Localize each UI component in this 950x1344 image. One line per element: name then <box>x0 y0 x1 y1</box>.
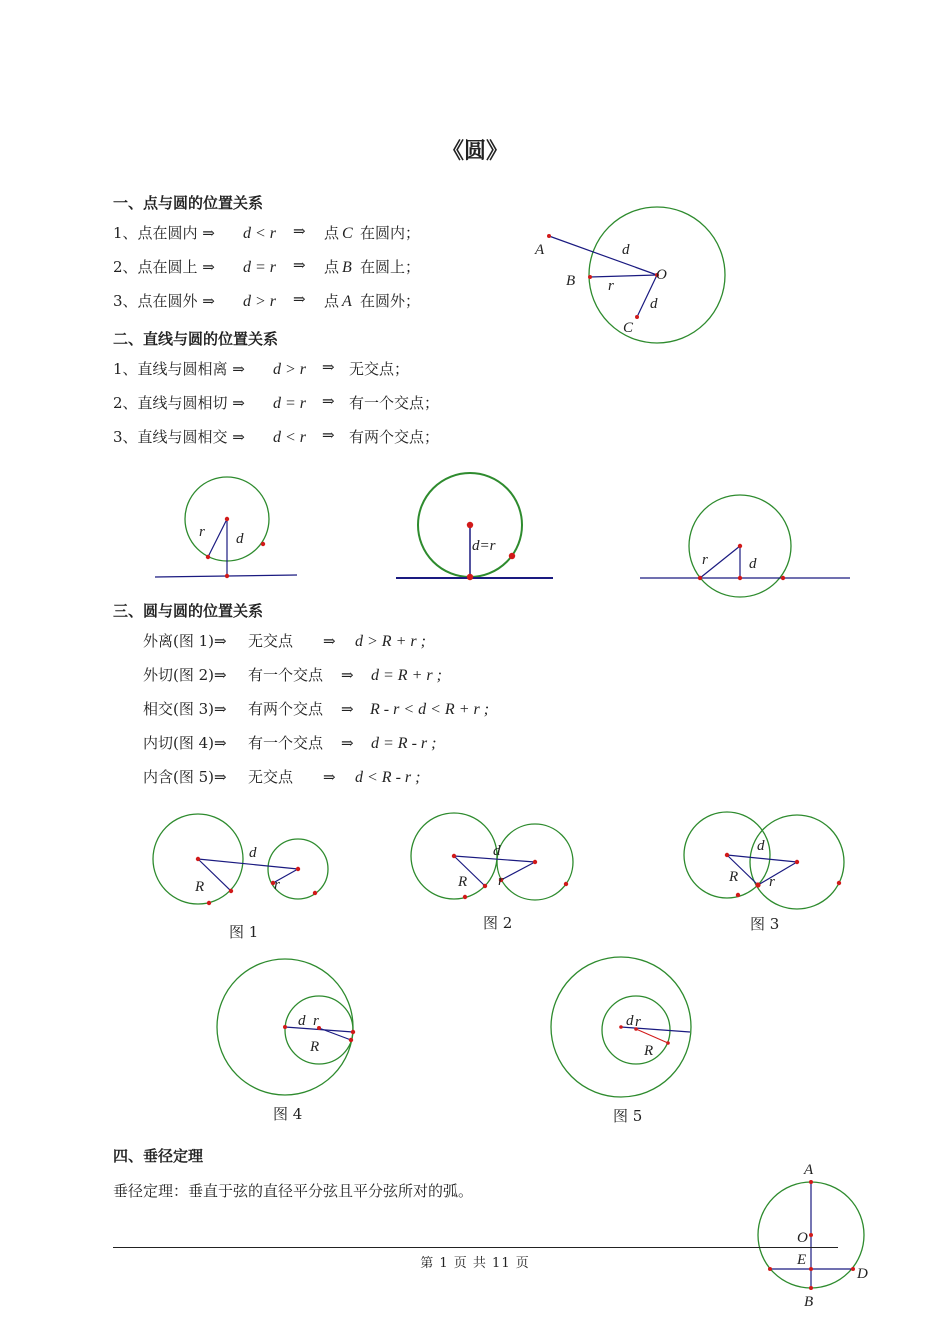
fig1-label-O: O <box>656 267 667 283</box>
fig4-label-E: E <box>797 1252 807 1268</box>
s2-line2-arrow: ⇒ <box>322 392 335 410</box>
s2-line3-formula: d < r <box>273 429 307 446</box>
fig4-label-D: D <box>857 1266 868 1282</box>
s3-line3-prefix: 相交(图 3)⇒ <box>143 700 227 718</box>
s1-line1-prefix: 1、点在圆内 ⇒ <box>113 224 215 242</box>
s2-line1-suffix: 无交点； <box>349 360 410 378</box>
s3-line4-formula: d = R - r ; <box>371 735 437 752</box>
fig4-label-A: A <box>804 1162 814 1178</box>
s3-line2-middle: 有一个交点 <box>248 666 324 684</box>
s2-line3-arrow: ⇒ <box>322 426 335 444</box>
caption-fig1: 图 1 <box>229 923 259 941</box>
fig3-5-label-r: r <box>635 1014 641 1030</box>
fig1-label-r: r <box>608 278 614 294</box>
fig3-2-label-R: R <box>458 874 468 890</box>
s1-line1-suffix-a: 点 <box>324 224 340 242</box>
s2-line3-prefix: 3、直线与圆相交 ⇒ <box>113 428 245 446</box>
s3-line5-middle: 无交点 <box>248 768 294 786</box>
s3-line4-arrow: ⇒ <box>341 734 354 752</box>
s1-line3-point: A <box>342 293 352 310</box>
s1-line3-formula: d > r <box>243 293 277 310</box>
s3-line5-prefix: 内含(图 5)⇒ <box>143 768 227 786</box>
fig3-3-label-R: R <box>729 869 739 885</box>
fig3-4-label-d: d <box>298 1013 306 1029</box>
s1-line2-suffix-b: 在圆上； <box>360 258 421 276</box>
s1-line1-formula: d < r <box>243 225 277 242</box>
section-heading-perpendicular-diameter: 四、垂径定理 <box>113 1147 204 1165</box>
fig1-label-B: B <box>566 273 576 289</box>
fig3-3-label-d: d <box>757 838 765 854</box>
fig3-2-label-r: r <box>498 873 504 889</box>
s3-line3-middle: 有两个交点 <box>248 700 324 718</box>
s1-line3-prefix: 3、点在圆外 ⇒ <box>113 292 215 310</box>
fig4-label-B: B <box>804 1294 814 1310</box>
fig3-1-label-d: d <box>249 845 257 861</box>
s2-line1-formula: d > r <box>273 361 307 378</box>
s3-line1-formula: d > R + r ; <box>355 633 426 650</box>
section-heading-line-circle: 二、直线与圆的位置关系 <box>113 330 279 348</box>
s2-line3-suffix: 有两个交点； <box>349 428 440 446</box>
s1-line1-suffix-b: 在圆内； <box>360 224 421 242</box>
s1-line2-formula: d = r <box>243 259 277 276</box>
caption-fig4: 图 4 <box>273 1105 303 1123</box>
s3-line4-prefix: 内切(图 4)⇒ <box>143 734 227 752</box>
s1-line2-point: B <box>342 259 352 276</box>
s1-line2-suffix-a: 点 <box>324 258 340 276</box>
s2-line2-prefix: 2、直线与圆相切 ⇒ <box>113 394 245 412</box>
s3-line1-arrow: ⇒ <box>323 632 336 650</box>
fig2c-label-d: d <box>749 556 757 572</box>
fig3-1-label-R: R <box>195 879 205 895</box>
footer-rule <box>113 1247 838 1248</box>
theorem-text: 垂径定理：垂直于弦的直径平分弦且平分弦所对的弧。 <box>113 1182 474 1200</box>
page-title: 《圆》 <box>441 138 508 164</box>
s1-line3-suffix-b: 在圆外； <box>360 292 421 310</box>
section-heading-point-circle: 一、点与圆的位置关系 <box>113 194 264 212</box>
fig1-label-A: A <box>535 242 545 258</box>
s1-line2-prefix: 2、点在圆上 ⇒ <box>113 258 215 276</box>
fig1-label-C: C <box>623 320 634 336</box>
s3-line1-prefix: 外离(图 1)⇒ <box>143 632 227 650</box>
s1-line1-arrow: ⇒ <box>293 222 306 240</box>
caption-fig2: 图 2 <box>483 914 513 932</box>
fig3-5-label-R: R <box>644 1043 654 1059</box>
caption-fig5: 图 5 <box>613 1107 643 1125</box>
section-heading-circle-circle: 三、圆与圆的位置关系 <box>113 602 264 620</box>
s3-line2-arrow: ⇒ <box>341 666 354 684</box>
fig1-label-d2: d <box>650 296 658 312</box>
s1-line1-point: C <box>342 225 353 242</box>
s1-line2-arrow: ⇒ <box>293 256 306 274</box>
page-footer: 第 1 页 共 11 页 <box>420 1256 530 1271</box>
s2-line1-arrow: ⇒ <box>322 358 335 376</box>
s3-line3-formula: R - r < d < R + r ; <box>370 701 490 718</box>
s1-line3-arrow: ⇒ <box>293 290 306 308</box>
fig3-4-label-R: R <box>310 1039 320 1055</box>
fig2a-label-r: r <box>199 524 205 540</box>
s3-line2-formula: d = R + r ; <box>371 667 442 684</box>
fig1-label-d1: d <box>622 242 630 258</box>
s2-line1-prefix: 1、直线与圆相离 ⇒ <box>113 360 245 378</box>
s3-line4-middle: 有一个交点 <box>248 734 324 752</box>
fig3-1-label-r: r <box>274 877 280 893</box>
fig2c-label-r: r <box>702 552 708 568</box>
s3-line5-arrow: ⇒ <box>323 768 336 786</box>
fig4-label-O: O <box>797 1230 808 1246</box>
s2-line2-suffix: 有一个交点； <box>349 394 440 412</box>
fig2a-label-d: d <box>236 531 244 547</box>
s1-line3-suffix-a: 点 <box>324 292 340 310</box>
fig3-4-label-r: r <box>313 1013 319 1029</box>
s3-line5-formula: d < R - r ; <box>355 769 421 786</box>
s2-line2-formula: d = r <box>273 395 307 412</box>
fig3-3-label-r: r <box>769 874 775 890</box>
fig3-2-label-d: d <box>493 843 501 859</box>
caption-fig3: 图 3 <box>750 915 780 933</box>
s3-line3-arrow: ⇒ <box>341 700 354 718</box>
fig3-5-label-d: d <box>626 1013 634 1029</box>
s3-line1-middle: 无交点 <box>248 632 294 650</box>
fig2b-label-dr: d=r <box>472 538 496 554</box>
s3-line2-prefix: 外切(图 2)⇒ <box>143 666 227 684</box>
